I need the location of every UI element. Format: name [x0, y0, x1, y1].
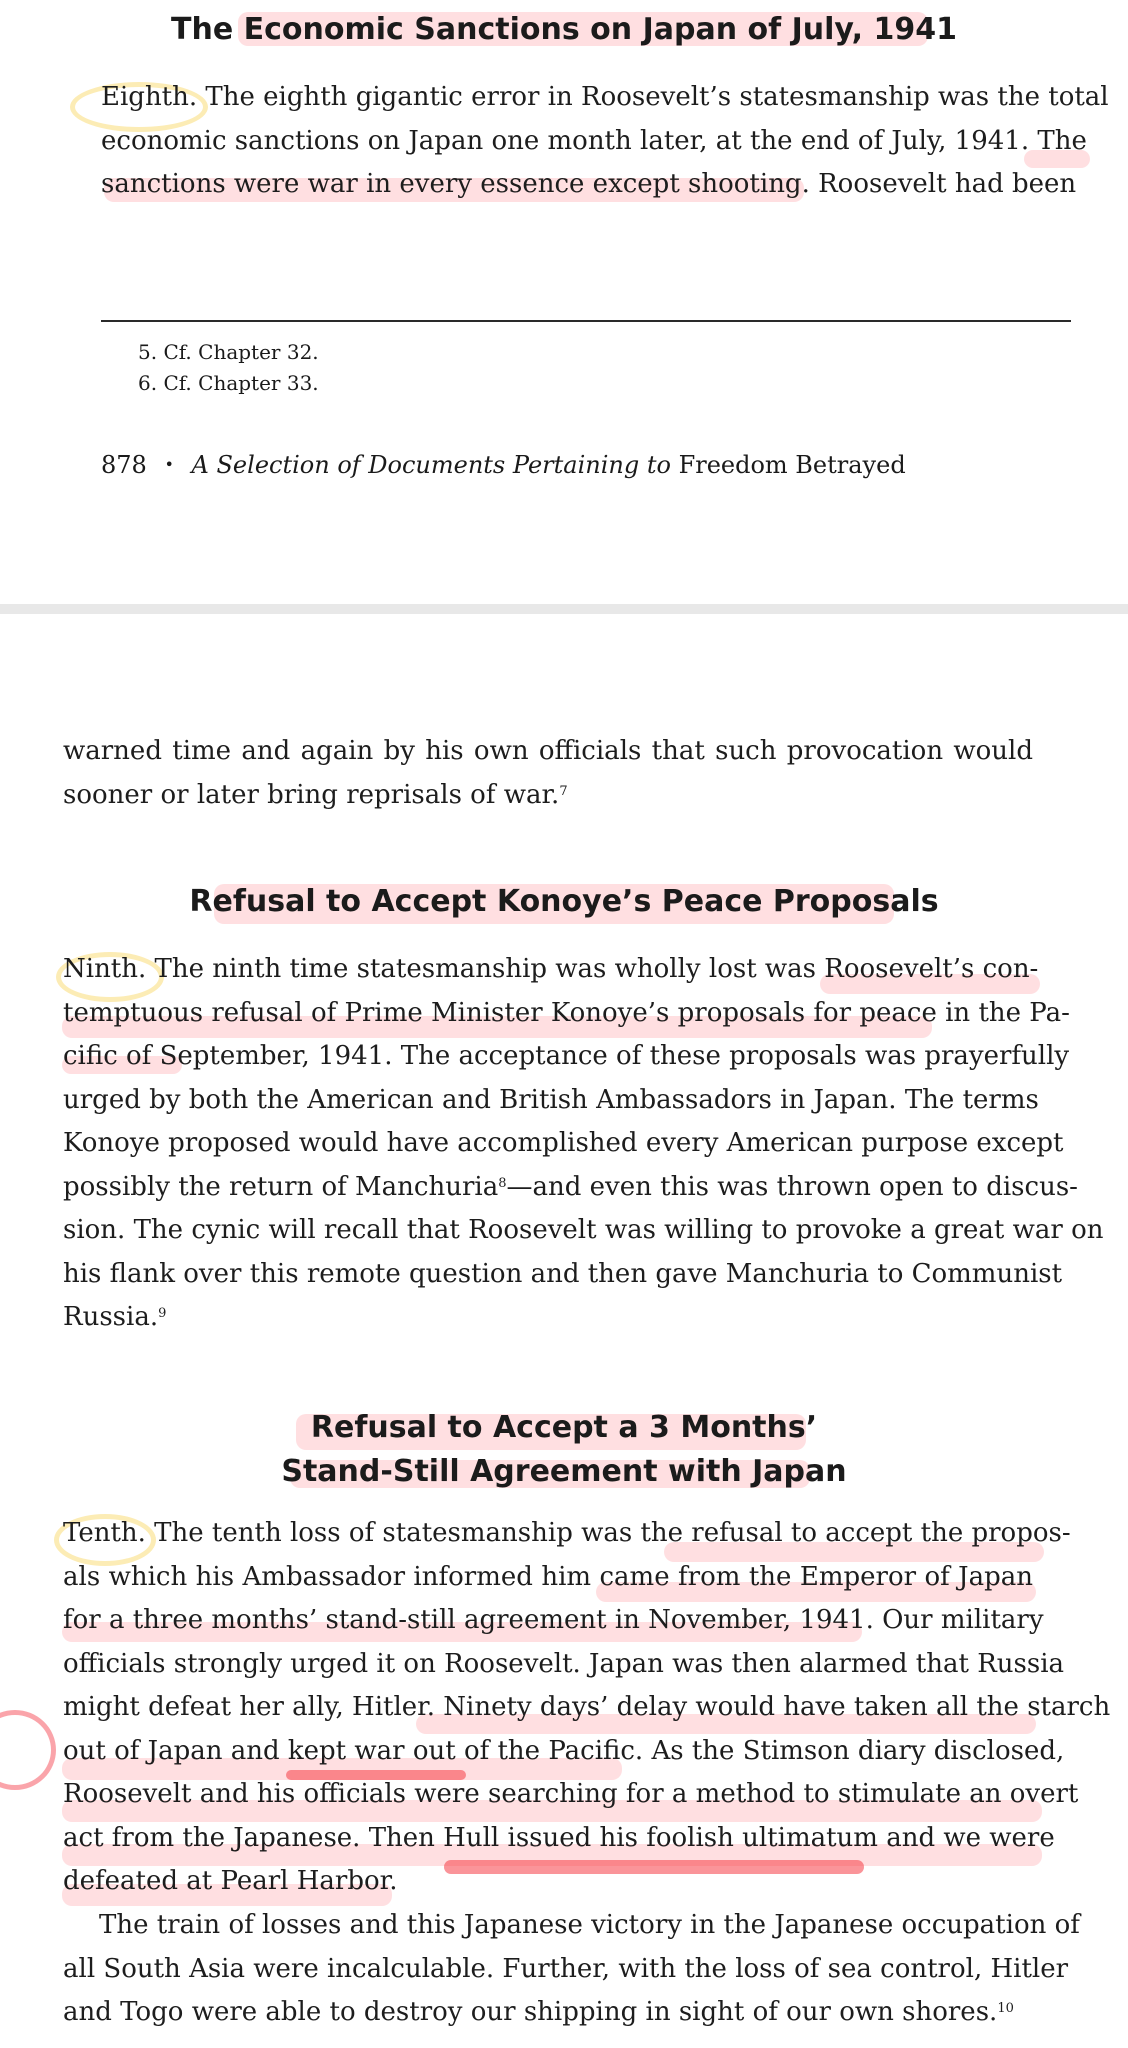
- footnote-ref-10: 10: [997, 2001, 1014, 2016]
- paragraph-eighth: [101, 76, 1109, 207]
- text-line: [63, 1166, 1078, 1210]
- paragraph-ninth: [63, 948, 1104, 1340]
- text-span: Russia.: [63, 1302, 159, 1332]
- text-span: sooner or later bring reprisals of war.: [63, 779, 560, 810]
- text-line: officials strongly urged it on Roosevelt. Japan was then alarmed that Russia: [63, 1648, 1065, 1679]
- text-line: Konoye proposed would have accomplished every American purpose except: [63, 1128, 1064, 1158]
- text-line: cific of September, 1941. The acceptance of these proposals was prayerfully: [63, 1041, 1070, 1071]
- text-line: The train of losses and this Japanese victory in the Japanese occupation of: [99, 1910, 1080, 1940]
- text-line: Tenth. The tenth loss of statesmanship was the refusal to accept the propos-: [63, 1518, 1071, 1548]
- margin-ring-mark: [0, 1710, 56, 1790]
- text-line: Roosevelt and his officials were searching for a method to stimulate an overt: [63, 1779, 1079, 1809]
- paragraph-warned: [63, 730, 1033, 817]
- text-line: might defeat her ally, Hitler. Ninety days’ delay would have taken all the starch: [63, 1692, 1111, 1722]
- section-heading-konoye: Refusal to Accept Konoye’s Peace Proposals: [189, 884, 939, 919]
- text-line: his flank over this remote question and then gave Manchuria to Communist: [63, 1258, 1063, 1289]
- text-line: temptuous refusal of Prime Minister Konoye’s proposals for peace in the Pa-: [63, 997, 1070, 1028]
- text-line: sanctions were war in every essence except shooting. Roosevelt had been: [101, 169, 1077, 199]
- footnote-5: 5. Cf. Chapter 32.: [138, 340, 319, 364]
- text-line: all South Asia were incalculable. Further, with the loss of sea control, Hitler: [63, 1953, 1069, 1984]
- section-heading-standstill-line2: Stand-Still Agreement with Japan: [281, 1454, 847, 1489]
- running-footer: [101, 451, 906, 479]
- text-line: [63, 1296, 1033, 1340]
- footnote-ref-9: 9: [158, 1306, 167, 1321]
- footnote-ref-8: 8: [498, 1175, 507, 1191]
- text-line: out of Japan and kept war out of the Pacific. As the Stimson diary disclosed,: [63, 1735, 1065, 1766]
- text-line: [63, 774, 1033, 818]
- paragraph-tenth: [63, 1512, 1111, 1904]
- text-line: defeated at Pearl Harbor.: [63, 1866, 398, 1896]
- footnote-ref-7: 7: [559, 783, 568, 799]
- page-number: 878: [101, 451, 147, 479]
- text-line: Ninth. The ninth time statesmanship was wholly lost was Roosevelt’s con-: [63, 954, 1039, 984]
- text-span: possibly the return of Manchuria: [63, 1171, 499, 1202]
- running-title-book: Freedom Betrayed: [678, 451, 906, 479]
- text-line: warned time and again by his own officials that such provocation would: [63, 736, 1033, 766]
- footnote-6: 6. Cf. Chapter 33.: [138, 371, 319, 395]
- text-line: als which his Ambassador informed him came from the Emperor of Japan: [63, 1561, 1033, 1592]
- text-line: Eighth. The eighth gigantic error in Roosevelt’s statesmanship was the total: [101, 82, 1109, 112]
- text-line: urged by both the American and British Ambassadors in Japan. The terms: [63, 1084, 1039, 1115]
- text-span: —and even this was thrown open to discus-: [506, 1171, 1078, 1202]
- section-heading-standstill-line1: Refusal to Accept a 3 Months’: [310, 1410, 818, 1445]
- text-line: economic sanctions on Japan one month later, at the end of July, 1941. The: [101, 125, 1087, 156]
- paragraph-closing: [63, 1904, 1080, 2035]
- text-line: for a three months’ stand-still agreement in November, 1941. Our military: [63, 1605, 1044, 1635]
- page-878-fragment: [0, 0, 1128, 604]
- text-line: sion. The cynic will recall that Roosevelt was willing to provoke a great war on: [63, 1215, 1104, 1245]
- text-span: and Togo were able to destroy our shipping in sight of our own shores.: [63, 1997, 998, 2027]
- text-line: act from the Japanese. Then Hull issued his foolish ultimatum and we were: [63, 1822, 1055, 1853]
- footer-bullet: •: [164, 455, 174, 474]
- section-heading-economic-sanctions: The Economic Sanctions on Japan of July, 1941: [171, 12, 957, 47]
- text-line: [63, 1991, 1033, 2035]
- page-879-fragment: [0, 614, 1128, 2048]
- footnote-rule: [101, 320, 1071, 322]
- page-divider: [0, 604, 1128, 614]
- running-title-italic: A Selection of Documents Pertaining to: [191, 451, 671, 479]
